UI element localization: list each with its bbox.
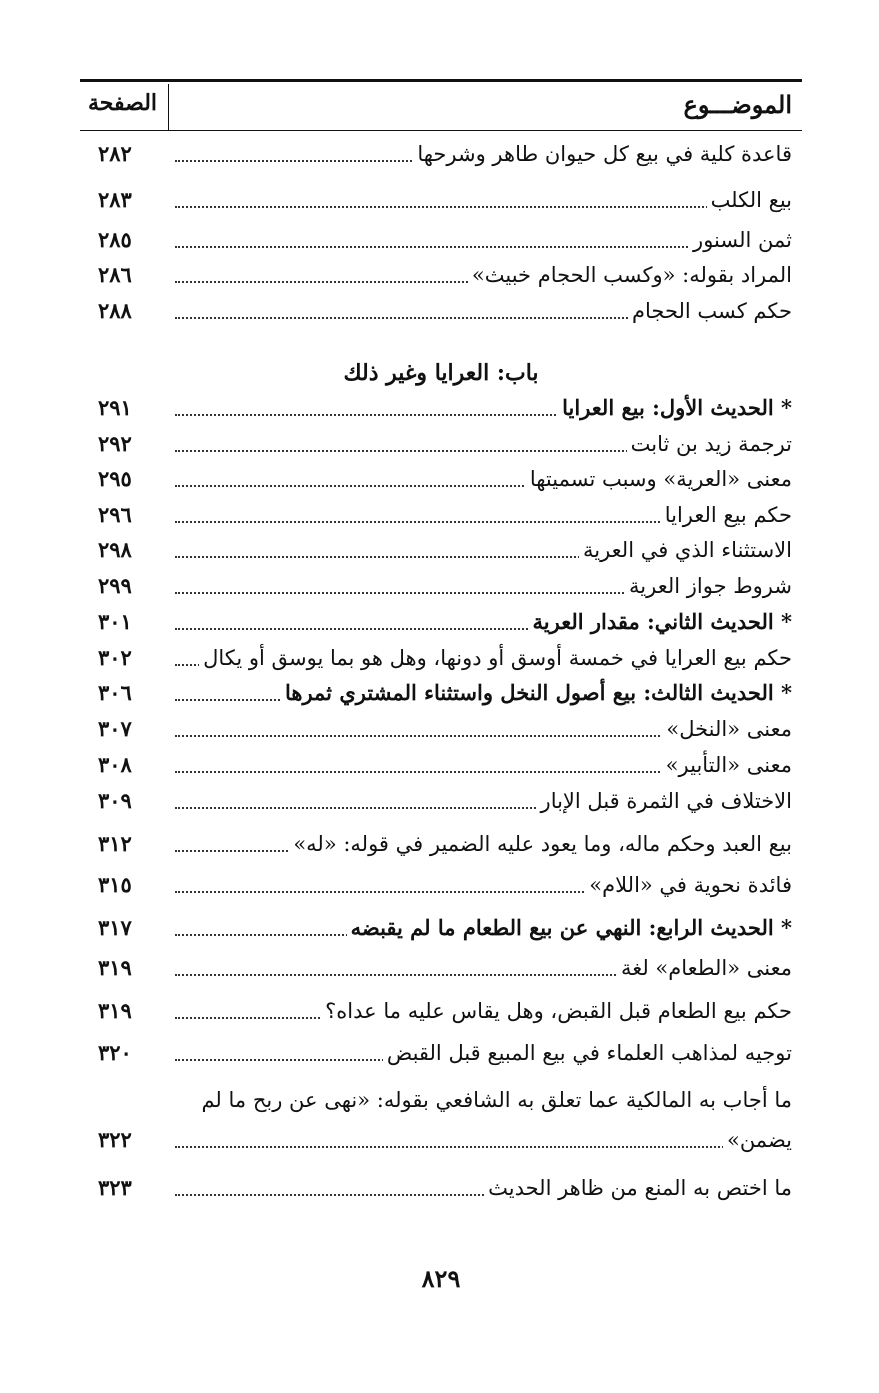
page-column-label: الصفحة [88,90,158,116]
toc-entry-title: معنى «العرية» وسبب تسميتها [526,467,792,491]
toc-entry-page: ٣٢٣ [98,1175,132,1200]
toc-entry [80,747,802,783]
toc-entry-page: ٣٠٧ [98,716,132,741]
toc-entry [80,867,802,903]
toc-entry-title: الاختلاف في الثمرة قبل الإبار [537,789,792,813]
toc-page [80,0,802,1393]
toc-entry [80,993,802,1029]
toc-entry-page: ٢٨٣ [98,187,132,212]
dot-leader [175,206,792,208]
toc-entry-title: ثمن السنور [689,228,792,252]
toc-entry-page: ٣٠٦ [98,680,132,705]
toc-entry [80,1035,802,1071]
toc-entry [80,950,802,986]
toc-entry [80,293,802,329]
toc-entry-page: ٢٨٨ [98,298,132,323]
toc-entry-title: قاعدة كلية في بيع كل حيوان طاهر وشرحها [413,142,792,166]
toc-entry [80,711,802,747]
toc-entry-title: * الحديث الثاني: مقدار العرية [529,609,793,634]
toc-entry-title: فائدة نحوية في «اللام» [585,873,792,897]
toc-entry-page: ٢٨٥ [98,227,132,252]
toc-entry [80,497,802,533]
toc-entry-page: ٣١٩ [98,998,132,1023]
toc-entry-title: حكم بيع الطعام قبل القبض، وهل يقاس عليه ما عداه؟ [321,999,792,1023]
toc-entry [80,532,802,568]
toc-entry-title: * الحديث الثالث: بيع أصول النخل واستثناء المشتري ثمرها [281,680,792,705]
toc-entry-title: * الحديث الأول: بيع العرايا [558,395,792,420]
toc-entry-page: ٣٠١ [98,609,132,634]
toc-entry-title: معنى «الطعام» لغة [617,956,792,980]
toc-entry-page: ٣١٧ [98,915,132,940]
toc-entry [80,568,802,604]
toc-entry-title: توجيه لمذاهب العلماء في بيع المبيع قبل القبض [383,1041,792,1065]
toc-entry-page: ٢٨٢ [98,141,132,166]
toc-entry-page: ٢٩٦ [98,502,132,527]
toc-entry-page: ٢٨٦ [98,262,132,287]
toc-entry [80,426,802,462]
toc-entry-page: ٣٢٢ [98,1127,132,1152]
toc-entry-page: ٣١٥ [98,872,132,897]
toc-entry-title: المراد بقوله: «وكسب الحجام خبيث» [468,263,792,287]
dot-leader [175,1146,792,1148]
toc-entry-page: ٣٠٩ [98,788,132,813]
toc-entry-title: معنى «النخل» [662,717,792,741]
toc-entry [80,136,802,172]
toc-entry-title: شروط جواز العرية [625,574,792,598]
toc-entry-title: معنى «التأبير» [662,753,792,777]
topic-column-label: الموضـــوع [683,90,792,119]
toc-entry-last [80,1170,802,1206]
toc-entry [80,390,802,426]
toc-entry-title: * الحديث الرابع: النهي عن بيع الطعام ما لم يقبضه [347,915,792,940]
toc-entry-title: ترجمة زيد بن ثابت [627,432,792,456]
toc-entry-page: ٣١٢ [98,831,132,856]
toc-entry [80,182,802,218]
header-underline [80,130,802,131]
toc-entry-title: حكم بيع العرايا [661,503,792,527]
toc-entry [80,640,802,676]
top-rule [80,79,802,82]
toc-entry-page: ٢٩١ [98,395,132,420]
toc-entry [80,783,802,819]
toc-entry-title: حكم كسب الحجام [628,299,792,323]
toc-entry-multiline-first: ما أجاب به المالكية عما تعلق به الشافعي بقوله: «نهى عن ربح ما لم [201,1088,792,1112]
toc-entry [80,222,802,258]
toc-entry [80,257,802,293]
toc-entry-page: ٢٩٥ [98,466,132,491]
toc-entry [80,604,802,640]
toc-entry [80,826,802,862]
toc-entry-multiline [80,1122,802,1158]
toc-entry-title: يضمن» [723,1128,792,1152]
toc-entry-title: حكم بيع العرايا في خمسة أوسق أو دونها، وهل هو بما يوسق أو يكال [199,646,792,670]
toc-entry-title: بيع العبد وحكم ماله، وما يعود عليه الضمير في قوله: «له» [289,832,792,856]
section-title: باب: العرايا وغير ذلك [343,360,539,386]
toc-entry-page: ٣٠٢ [98,645,132,670]
toc-entry-page: ٢٩٨ [98,537,132,562]
footer-page-number: ٨٢٩ [421,1264,461,1293]
toc-entry-page: ٣٠٨ [98,752,132,777]
toc-entry-page: ٣١٩ [98,955,132,980]
toc-entry-page: ٢٩٩ [98,573,132,598]
toc-header [80,84,802,128]
toc-entry [80,675,802,711]
toc-entry-title: بيع الكلب [707,188,792,212]
toc-entry [80,461,802,497]
toc-entry-title: الاستثناء الذي في العرية [579,538,792,562]
header-column-divider [168,84,169,131]
toc-entry-title: ما اختص به المنع من ظاهر الحديث [484,1176,792,1200]
toc-entry-page: ٢٩٢ [98,431,132,456]
toc-entry-page: ٣٢٠ [98,1040,132,1065]
toc-entry [80,910,802,946]
